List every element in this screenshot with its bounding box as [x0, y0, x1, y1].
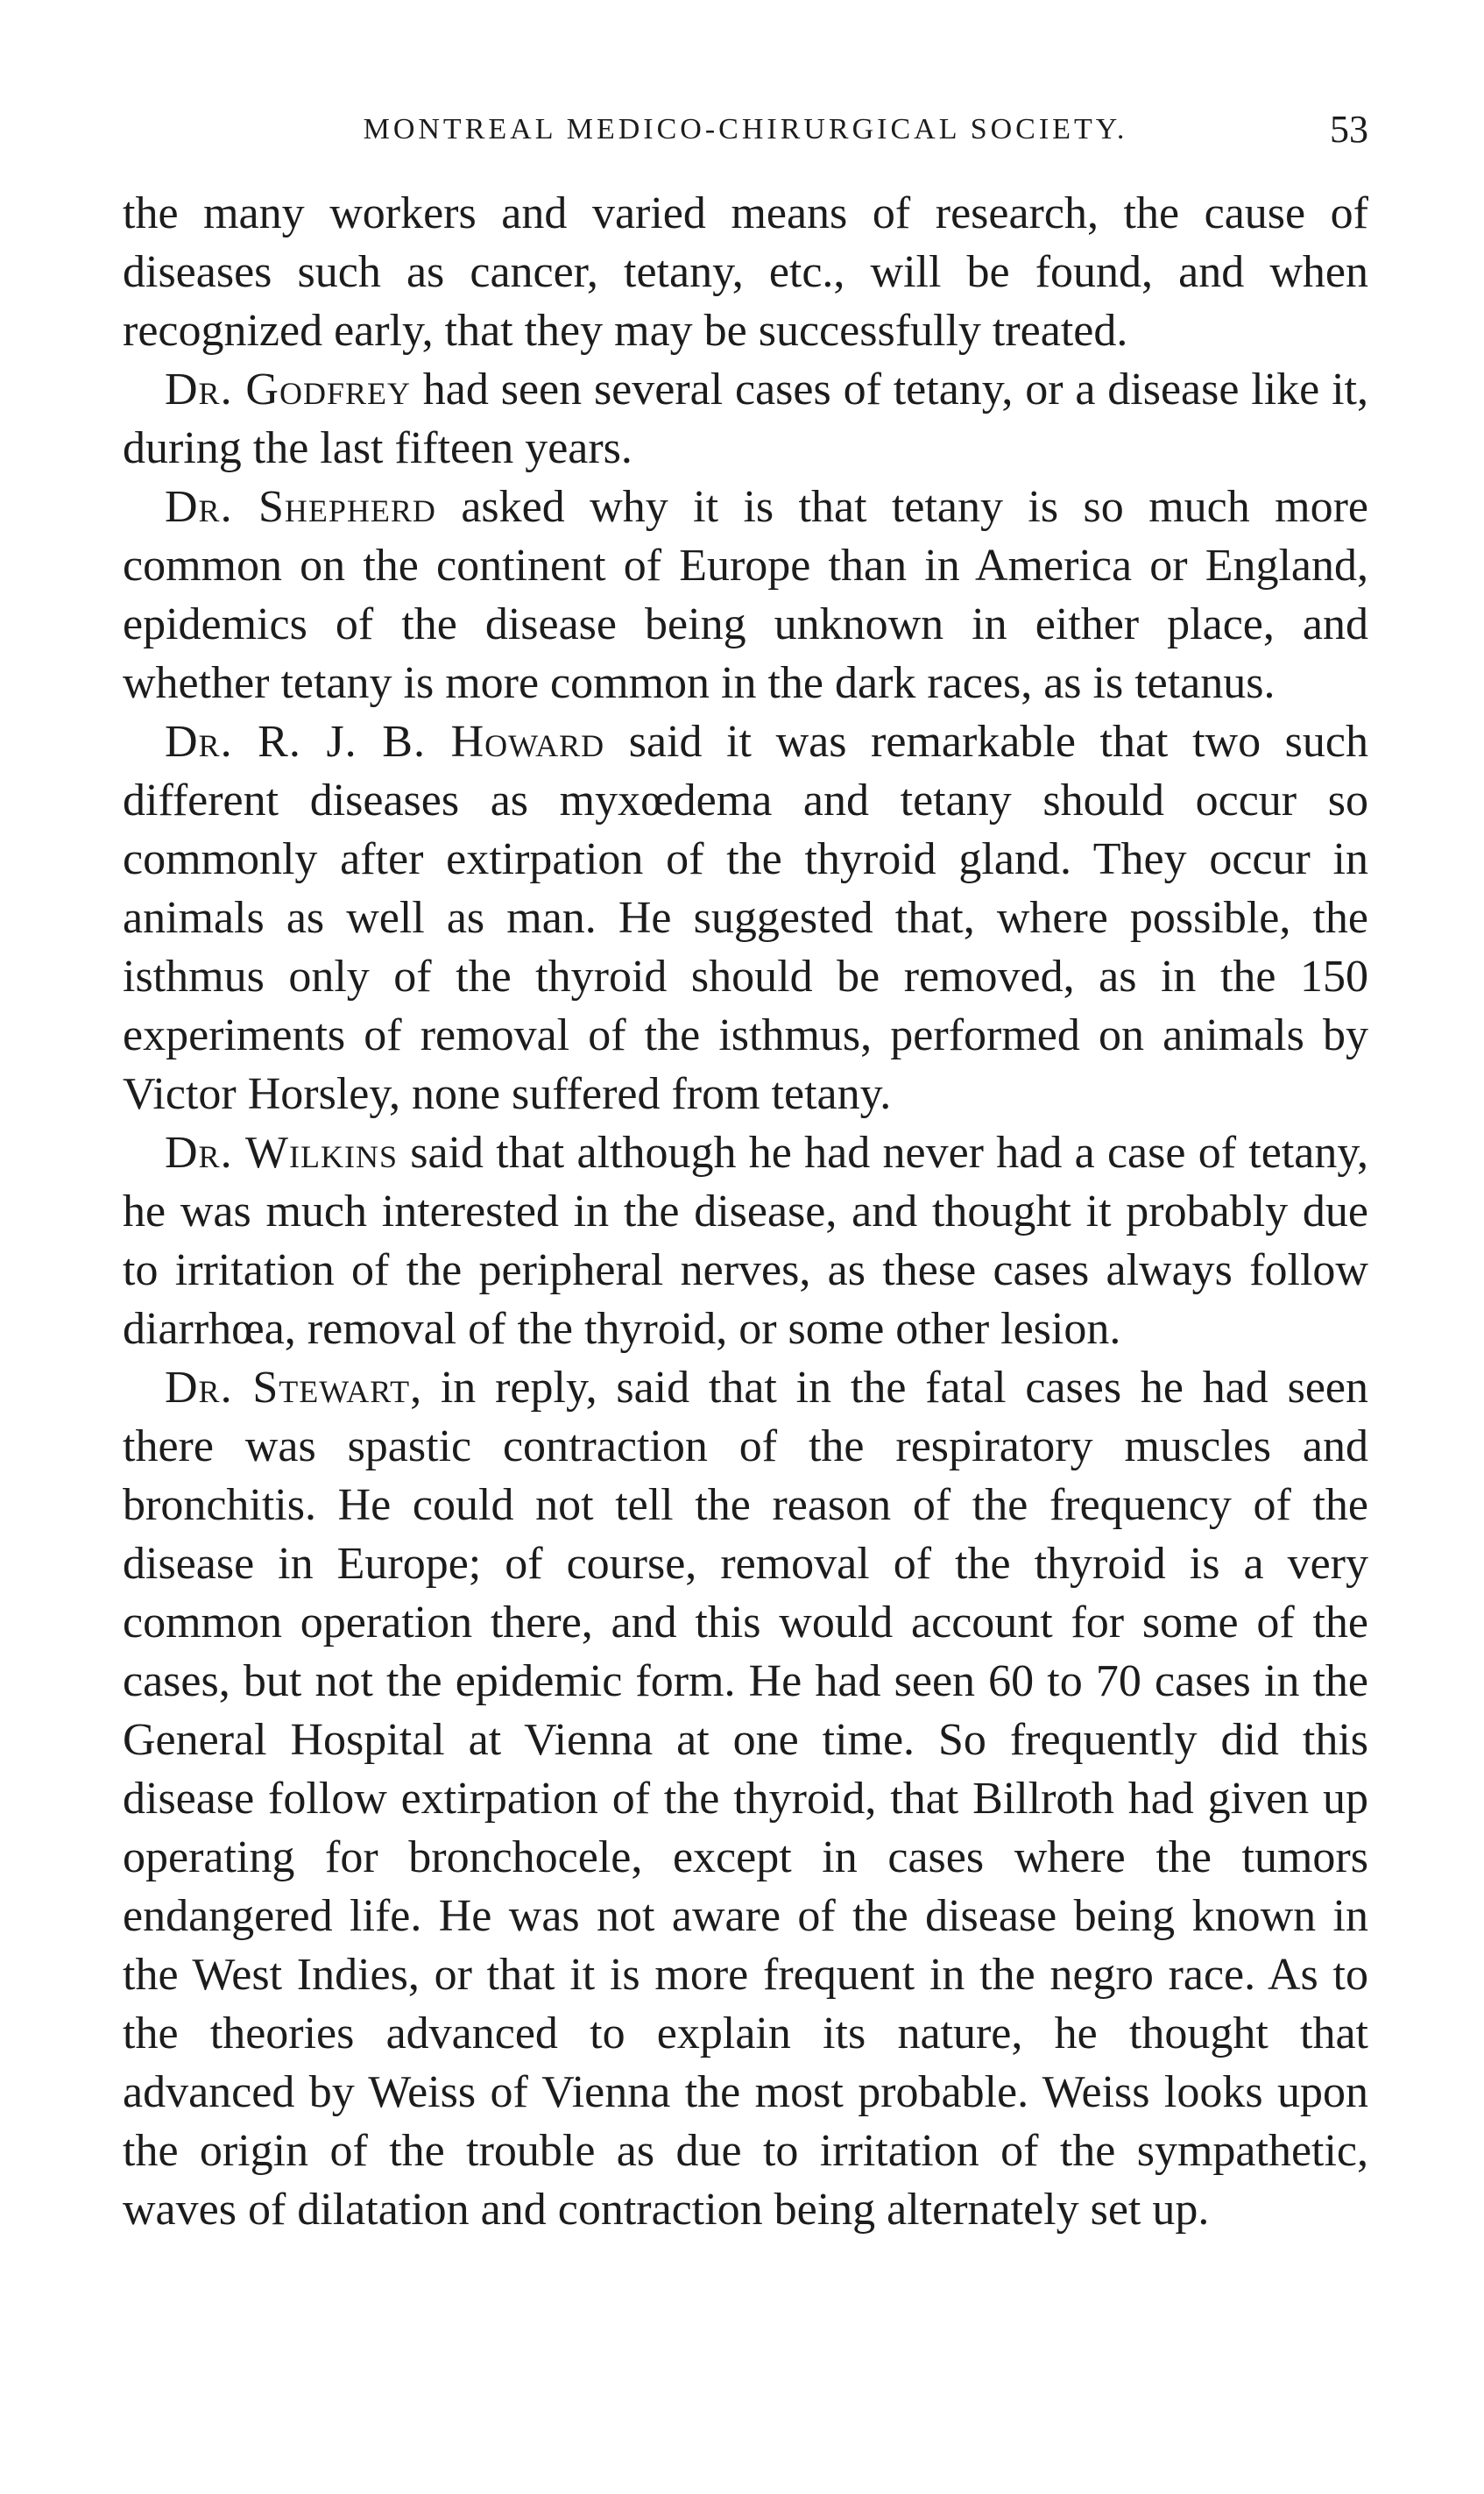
speaker-name: Dr. Godfrey [165, 365, 411, 414]
paragraph-text: said it was remarkable that two such different diseases as myxœdema and tetany should occur so commonly after extirpation of the thyroid gland. They occur in animals as well as man. He suggested that, where possible, the isthmus only of the thyroid should be removed, as in the 150 experiments of removal of the isthmus, performed on animals by Victor Horsley, none suffered from tetany. [123, 717, 1368, 1119]
running-head [123, 103, 1368, 156]
paragraph-stewart [123, 1358, 1368, 2239]
paragraph-text: asked why it is that tetany is so much more common on the continent of Europe than in America or England, epidemics of the disease being unknown in either place, and whether tetany is more common in the dark races, as is tetanus. [123, 482, 1368, 708]
paragraph-godfrey [123, 360, 1368, 478]
speaker-name: Dr. Wilkins [165, 1128, 398, 1178]
paragraph-continuation [123, 184, 1368, 360]
speaker-name: Dr. Stewart [165, 1363, 411, 1413]
running-title: MONTREAL MEDICO-CHIRURGICAL SOCIETY. [363, 113, 1128, 145]
paragraph-text: said that although he had never had a case of tetany, he was much interested in the disease, and thought it probably due to irritation of the peripheral nerves, as these cases always follow diarrhœa, removal of the thyroid, or some other lesion. [123, 1128, 1368, 1354]
paragraph-howard [123, 712, 1368, 1123]
body-text [123, 184, 1368, 2239]
paragraph-text: had seen several cases of tetany, or a disease like it, during the last fifteen years. [123, 365, 1368, 473]
page-number: 53 [1330, 108, 1368, 151]
paragraph-text: the many workers and varied means of research, the cause of diseases such as cancer, tetany, etc., will be found, and when recognized early, that they may be successfully treated. [123, 188, 1368, 356]
paragraph-shepherd [123, 478, 1368, 712]
speaker-name: Dr. R. J. B. Howard [165, 717, 605, 767]
speaker-name: Dr. Shepherd [165, 482, 436, 532]
paragraph-text: , in reply, said that in the fatal cases he had seen there was spastic contraction of the respiratory muscles and bronchitis. He could not tell the reason of the frequency of the disease in Europe; of course, removal of the thyroid is a very common operation there, and this would account for some of the cases, but not the epidemic form. He had seen 60 to 70 cases in the General Hospital at Vienna at one time. So frequently did this disease follow extirpation of the thyroid, that Billroth had given up operating for bronchocele, except in cases where the tumors endangered life. He was not aware of the disease being known in the West Indies, or that it is more frequent in the negro race. As to the theories advanced to explain its nature, he thought that advanced by Weiss of Vienna the most probable. Weiss looks upon the origin of the trouble as due to irritation of the sympathetic, waves of dilatation and contraction being alternately set up. [123, 1363, 1368, 2235]
paragraph-wilkins [123, 1123, 1368, 1358]
